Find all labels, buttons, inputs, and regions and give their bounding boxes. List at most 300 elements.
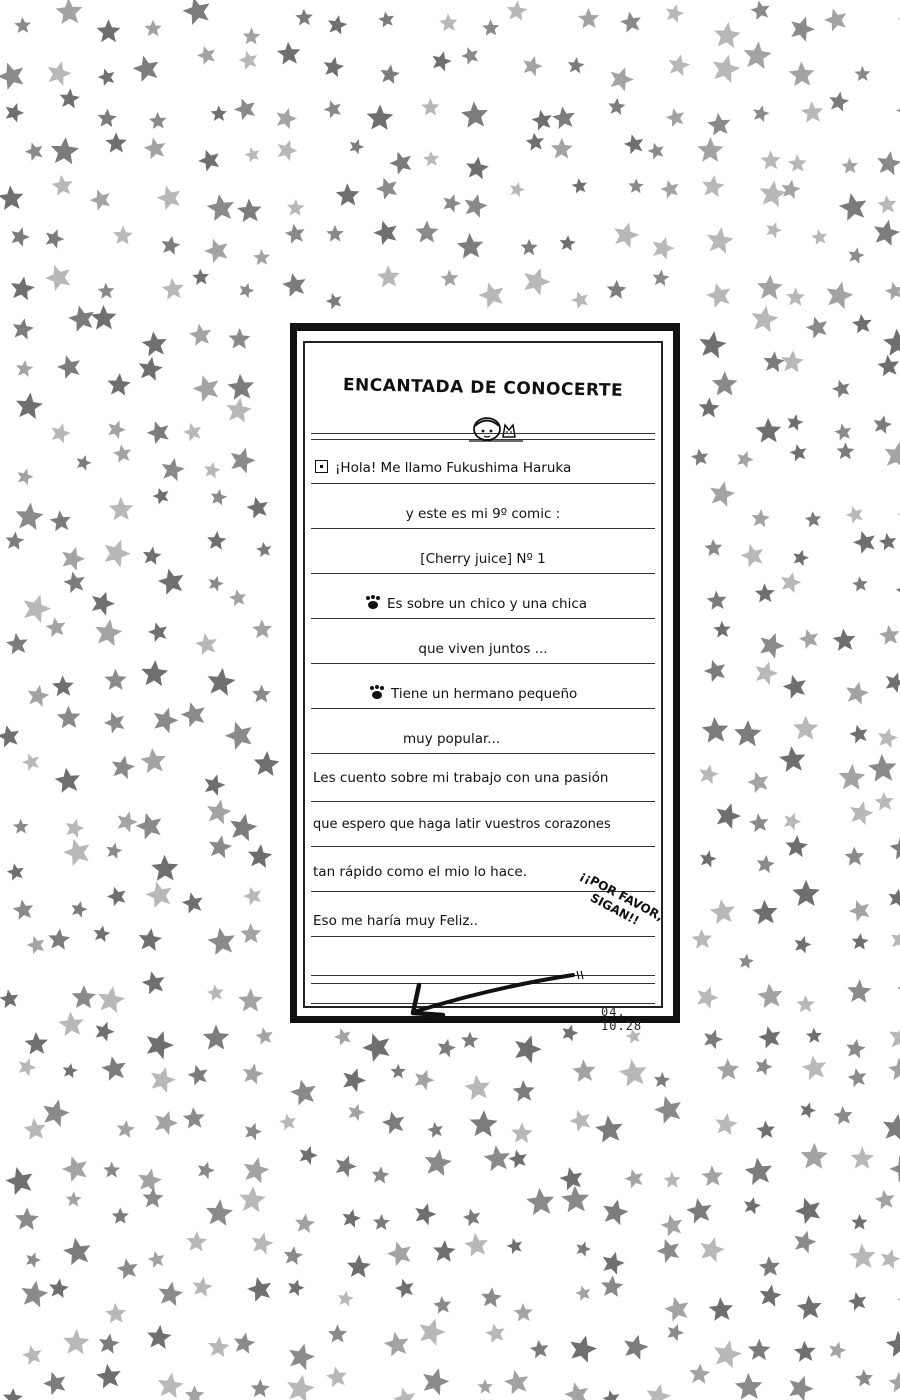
star-icon bbox=[758, 1255, 781, 1277]
star-icon bbox=[871, 413, 893, 435]
star-icon bbox=[849, 1243, 877, 1270]
star-icon bbox=[654, 1235, 684, 1264]
star-icon bbox=[101, 708, 128, 734]
star-icon bbox=[49, 136, 79, 165]
star-icon bbox=[178, 699, 209, 729]
star-icon bbox=[23, 140, 46, 162]
star-icon bbox=[137, 927, 163, 952]
star-icon bbox=[480, 1286, 502, 1308]
star-icon bbox=[846, 246, 865, 265]
star-icon bbox=[206, 574, 225, 593]
star-icon bbox=[432, 1239, 456, 1262]
star-icon bbox=[339, 1064, 369, 1093]
rule-line bbox=[311, 618, 655, 619]
star-icon bbox=[91, 305, 117, 330]
star-icon bbox=[530, 108, 554, 131]
star-icon bbox=[798, 1100, 818, 1120]
note-line-1: ¡Hola! Me llamo Fukushima Haruka bbox=[315, 460, 571, 476]
star-icon bbox=[875, 149, 900, 176]
star-icon bbox=[371, 1165, 390, 1184]
star-icon bbox=[823, 279, 856, 311]
star-icon bbox=[756, 982, 784, 1009]
star-icon bbox=[690, 447, 710, 466]
star-icon bbox=[51, 174, 75, 197]
star-icon bbox=[203, 1024, 230, 1049]
star-icon bbox=[851, 1214, 867, 1230]
star-icon bbox=[519, 264, 554, 298]
star-icon bbox=[42, 260, 75, 292]
star-icon bbox=[851, 313, 873, 334]
star-icon bbox=[0, 988, 20, 1009]
star-icon bbox=[142, 1026, 177, 1060]
star-icon bbox=[793, 715, 819, 740]
star-icon bbox=[332, 1152, 360, 1179]
star-icon bbox=[697, 762, 720, 785]
star-icon bbox=[222, 717, 257, 751]
star-icon bbox=[60, 835, 93, 868]
star-icon bbox=[792, 880, 820, 906]
star-icon bbox=[74, 453, 93, 471]
star-icon bbox=[833, 422, 853, 442]
star-icon bbox=[713, 1111, 738, 1135]
star-icon bbox=[757, 1283, 782, 1308]
star-icon bbox=[254, 1026, 274, 1045]
star-icon bbox=[888, 834, 900, 860]
star-icon bbox=[61, 1235, 93, 1266]
star-icon bbox=[21, 1343, 45, 1366]
star-icon bbox=[837, 190, 870, 221]
star-icon bbox=[649, 234, 677, 261]
star-icon bbox=[567, 56, 586, 74]
star-icon bbox=[793, 1340, 816, 1362]
star-icon bbox=[206, 530, 227, 550]
star-icon bbox=[114, 808, 140, 834]
star-icon bbox=[238, 988, 263, 1011]
star-icon bbox=[688, 1362, 711, 1384]
star-icon bbox=[482, 19, 500, 36]
star-icon bbox=[796, 995, 815, 1013]
star-icon bbox=[151, 854, 179, 881]
star-icon bbox=[698, 397, 720, 418]
star-icon bbox=[713, 620, 731, 637]
star-icon bbox=[139, 747, 167, 774]
star-icon bbox=[700, 173, 725, 197]
star-icon bbox=[96, 66, 117, 87]
star-icon bbox=[559, 234, 576, 251]
memo-note bbox=[290, 323, 680, 1033]
star-icon bbox=[340, 1207, 362, 1228]
star-icon bbox=[247, 843, 274, 869]
star-icon bbox=[551, 105, 577, 130]
star-icon bbox=[757, 1024, 784, 1050]
star-icon bbox=[606, 63, 636, 93]
star-icon bbox=[659, 1212, 685, 1238]
star-icon bbox=[844, 503, 866, 525]
star-icon bbox=[97, 108, 118, 128]
star-icon bbox=[146, 1249, 166, 1269]
star-icon bbox=[558, 1164, 586, 1191]
star-icon bbox=[276, 41, 301, 65]
rule-line bbox=[311, 483, 655, 484]
star-icon bbox=[788, 61, 815, 86]
star-icon bbox=[23, 1117, 48, 1141]
star-icon bbox=[461, 1031, 479, 1048]
note-line-7: muy popular... bbox=[403, 731, 501, 747]
star-icon bbox=[104, 669, 126, 690]
star-icon bbox=[738, 541, 766, 569]
star-icon bbox=[105, 1302, 127, 1323]
star-icon bbox=[58, 1010, 85, 1036]
star-icon bbox=[652, 269, 671, 287]
star-icon bbox=[622, 1166, 646, 1189]
star-icon bbox=[663, 1171, 681, 1188]
star-icon bbox=[755, 583, 776, 603]
star-icon bbox=[800, 1142, 828, 1169]
star-icon bbox=[115, 1119, 135, 1138]
star-icon bbox=[461, 191, 489, 218]
star-icon bbox=[562, 1379, 592, 1400]
star-icon bbox=[48, 420, 73, 444]
star-icon bbox=[752, 899, 779, 925]
star-icon bbox=[830, 377, 853, 399]
star-icon bbox=[285, 1340, 317, 1371]
star-icon bbox=[391, 1385, 418, 1400]
star-icon bbox=[2, 100, 26, 124]
star-icon bbox=[574, 1283, 593, 1301]
star-icon bbox=[888, 1057, 900, 1080]
star-icon bbox=[792, 1193, 825, 1226]
star-icon bbox=[846, 896, 873, 923]
star-icon bbox=[295, 8, 313, 25]
star-icon bbox=[710, 1337, 743, 1369]
star-icon bbox=[207, 1335, 230, 1357]
star-icon bbox=[572, 1058, 597, 1082]
star-icon bbox=[851, 528, 879, 556]
character-doodle-icon bbox=[465, 415, 527, 447]
star-icon bbox=[810, 228, 828, 245]
star-icon bbox=[0, 723, 22, 748]
star-icon bbox=[141, 330, 169, 357]
star-icon bbox=[99, 535, 134, 569]
star-icon bbox=[422, 1147, 453, 1177]
star-icon bbox=[476, 279, 508, 310]
star-icon bbox=[786, 287, 806, 306]
star-icon bbox=[382, 1330, 411, 1358]
star-icon bbox=[871, 217, 900, 247]
star-icon bbox=[878, 1247, 900, 1271]
star-icon bbox=[328, 1324, 347, 1342]
star-icon bbox=[106, 372, 131, 396]
star-icon bbox=[753, 1055, 775, 1076]
star-icon bbox=[706, 111, 732, 136]
star-icon bbox=[243, 145, 262, 163]
star-icon bbox=[507, 1148, 529, 1170]
star-icon bbox=[708, 1296, 734, 1321]
star-icon bbox=[878, 624, 900, 646]
star-icon bbox=[876, 726, 900, 749]
star-icon bbox=[15, 1055, 38, 1078]
star-icon bbox=[836, 442, 854, 459]
note-line-5: que viven juntos ... bbox=[418, 641, 548, 657]
star-icon bbox=[508, 180, 527, 198]
star-icon bbox=[697, 1234, 727, 1263]
star-icon bbox=[622, 132, 646, 155]
star-icon bbox=[601, 1388, 622, 1400]
star-icon bbox=[804, 510, 822, 527]
star-icon bbox=[415, 220, 438, 242]
star-icon bbox=[206, 925, 238, 955]
star-icon bbox=[237, 281, 256, 299]
star-icon bbox=[757, 179, 787, 208]
star-icon bbox=[206, 983, 225, 1001]
memo-paper bbox=[303, 341, 666, 1033]
star-icon bbox=[697, 137, 723, 162]
star-icon bbox=[606, 279, 627, 299]
star-icon bbox=[204, 1198, 233, 1226]
star-icon bbox=[238, 1185, 267, 1213]
star-icon bbox=[505, 1236, 524, 1255]
star-icon bbox=[878, 532, 898, 551]
star-icon bbox=[140, 659, 168, 686]
star-icon bbox=[59, 1152, 91, 1183]
star-icon bbox=[202, 460, 221, 479]
star-icon bbox=[136, 1166, 164, 1193]
star-icon bbox=[778, 745, 807, 772]
note-line-2: y este es mi 9º comic : bbox=[405, 506, 561, 522]
star-icon bbox=[421, 98, 439, 115]
star-icon bbox=[877, 194, 898, 214]
star-icon bbox=[791, 548, 811, 567]
star-icon bbox=[379, 63, 401, 85]
star-icon bbox=[240, 1154, 271, 1184]
star-icon bbox=[653, 1071, 671, 1088]
star-icon bbox=[5, 631, 30, 655]
star-icon bbox=[512, 1079, 535, 1101]
star-icon bbox=[737, 953, 754, 970]
star-icon bbox=[58, 87, 80, 109]
star-icon bbox=[105, 884, 129, 908]
star-icon bbox=[876, 354, 900, 377]
star-icon bbox=[797, 626, 821, 650]
star-icon bbox=[646, 140, 666, 160]
star-icon bbox=[274, 137, 300, 163]
star-icon bbox=[20, 751, 42, 772]
star-icon bbox=[755, 854, 776, 874]
star-icon bbox=[252, 619, 273, 639]
star-icon bbox=[628, 178, 644, 193]
star-icon bbox=[160, 234, 182, 255]
star-icon bbox=[371, 217, 401, 246]
arrow-icon bbox=[405, 963, 595, 1023]
star-icon bbox=[610, 219, 641, 249]
star-icon bbox=[151, 485, 172, 505]
star-icon bbox=[796, 1294, 823, 1320]
star-icon bbox=[205, 192, 236, 222]
star-icon bbox=[520, 53, 545, 77]
star-icon bbox=[888, 927, 900, 950]
star-icon bbox=[874, 1188, 897, 1210]
star-icon bbox=[232, 1331, 257, 1355]
star-icon bbox=[42, 226, 66, 250]
star-icon bbox=[15, 359, 34, 377]
star-icon bbox=[25, 933, 48, 955]
star-icon bbox=[743, 1156, 774, 1186]
star-icon bbox=[888, 1371, 900, 1393]
star-icon bbox=[48, 1277, 70, 1298]
star-icon bbox=[852, 576, 869, 592]
star-icon bbox=[61, 1062, 79, 1079]
star-icon bbox=[895, 1286, 900, 1312]
star-icon bbox=[147, 1064, 178, 1095]
star-icon bbox=[709, 51, 743, 84]
star-icon bbox=[785, 1372, 817, 1400]
star-icon bbox=[186, 1062, 211, 1086]
star-icon bbox=[664, 106, 687, 128]
star-icon bbox=[748, 1338, 771, 1360]
star-icon bbox=[393, 1276, 416, 1299]
star-icon bbox=[704, 280, 734, 309]
star-icon bbox=[103, 1162, 120, 1178]
star-icon bbox=[144, 20, 161, 37]
star-icon bbox=[195, 1159, 217, 1180]
star-icon bbox=[751, 658, 780, 686]
star-icon bbox=[253, 750, 280, 776]
star-icon bbox=[827, 90, 850, 113]
star-icon bbox=[896, 505, 900, 524]
star-icon bbox=[734, 448, 756, 469]
star-icon bbox=[65, 1191, 82, 1207]
star-icon bbox=[693, 983, 721, 1011]
star-icon bbox=[324, 291, 344, 311]
star-icon bbox=[0, 58, 28, 91]
star-icon bbox=[47, 927, 71, 950]
star-icon bbox=[228, 588, 248, 607]
star-icon bbox=[115, 1256, 140, 1280]
star-icon bbox=[833, 1105, 854, 1125]
star-icon bbox=[883, 328, 900, 356]
star-icon bbox=[456, 232, 484, 259]
star-icon bbox=[734, 1372, 763, 1399]
star-icon bbox=[159, 456, 186, 482]
star-icon bbox=[664, 1321, 686, 1342]
star-icon bbox=[87, 186, 114, 212]
star-icon bbox=[440, 191, 463, 213]
star-icon bbox=[205, 666, 237, 697]
star-icon bbox=[477, 1379, 493, 1394]
star-icon bbox=[255, 541, 272, 558]
star-icon bbox=[707, 479, 737, 508]
star-icon bbox=[55, 0, 84, 24]
star-icon bbox=[186, 1231, 208, 1252]
star-icon bbox=[288, 1077, 319, 1107]
star-icon bbox=[326, 225, 344, 242]
star-icon bbox=[780, 349, 805, 373]
star-icon bbox=[887, 1022, 900, 1050]
star-icon bbox=[851, 933, 869, 950]
star-icon bbox=[142, 1187, 164, 1208]
star-icon bbox=[53, 766, 82, 794]
star-icon bbox=[459, 44, 481, 66]
star-icon bbox=[806, 1027, 823, 1043]
rule-line bbox=[311, 936, 655, 937]
star-icon bbox=[832, 628, 857, 652]
star-icon bbox=[133, 809, 165, 841]
star-icon bbox=[439, 13, 459, 32]
star-icon bbox=[93, 617, 124, 647]
star-icon bbox=[253, 249, 270, 266]
star-icon bbox=[92, 924, 112, 943]
star-icon bbox=[188, 322, 213, 347]
star-icon bbox=[286, 199, 304, 216]
star-icon bbox=[346, 1254, 371, 1278]
star-icon bbox=[748, 812, 769, 833]
star-icon bbox=[804, 313, 831, 339]
star-icon bbox=[742, 40, 773, 70]
star-icon bbox=[373, 174, 401, 201]
star-icon bbox=[373, 1214, 390, 1231]
star-icon bbox=[190, 371, 223, 403]
star-icon bbox=[142, 135, 168, 160]
star-icon bbox=[663, 2, 686, 24]
rule-line bbox=[311, 801, 655, 802]
star-icon bbox=[23, 1250, 43, 1269]
star-icon bbox=[756, 1120, 776, 1139]
star-icon bbox=[750, 508, 770, 527]
star-icon bbox=[734, 720, 762, 747]
star-icon bbox=[149, 112, 168, 130]
paw-icon bbox=[369, 686, 385, 700]
star-icon bbox=[52, 675, 75, 697]
note-line-4: Es sobre un chico y una chica bbox=[365, 596, 587, 612]
star-icon bbox=[846, 1066, 868, 1087]
star-icon bbox=[600, 1196, 631, 1226]
star-icon bbox=[326, 13, 349, 35]
star-icon bbox=[237, 48, 260, 70]
star-icon bbox=[25, 683, 51, 708]
star-icon bbox=[463, 1231, 490, 1257]
rule-line bbox=[311, 846, 655, 847]
star-icon bbox=[885, 1329, 900, 1358]
star-icon bbox=[58, 543, 88, 572]
star-icon bbox=[701, 1165, 724, 1187]
star-icon bbox=[63, 1328, 90, 1354]
star-icon bbox=[95, 984, 126, 1014]
star-icon bbox=[242, 27, 260, 45]
star-icon bbox=[154, 182, 184, 211]
star-icon bbox=[13, 818, 29, 833]
star-icon bbox=[100, 1054, 129, 1082]
star-icon bbox=[112, 443, 133, 463]
star-icon bbox=[284, 222, 307, 244]
star-icon bbox=[332, 1025, 354, 1046]
star-icon bbox=[105, 132, 127, 153]
star-icon bbox=[284, 1372, 317, 1400]
star-icon bbox=[484, 1321, 507, 1344]
star-icon bbox=[161, 277, 185, 300]
star-icon bbox=[69, 899, 89, 918]
star-icon bbox=[156, 1280, 184, 1307]
star-icon bbox=[525, 132, 545, 152]
star-icon bbox=[788, 442, 808, 462]
star-icon bbox=[285, 1277, 306, 1297]
star-icon bbox=[387, 148, 416, 176]
rule-line bbox=[311, 528, 655, 529]
star-icon bbox=[366, 104, 393, 130]
star-icon bbox=[228, 328, 250, 349]
star-icon bbox=[792, 934, 813, 955]
star-icon bbox=[659, 177, 682, 199]
star-icon bbox=[429, 49, 453, 73]
